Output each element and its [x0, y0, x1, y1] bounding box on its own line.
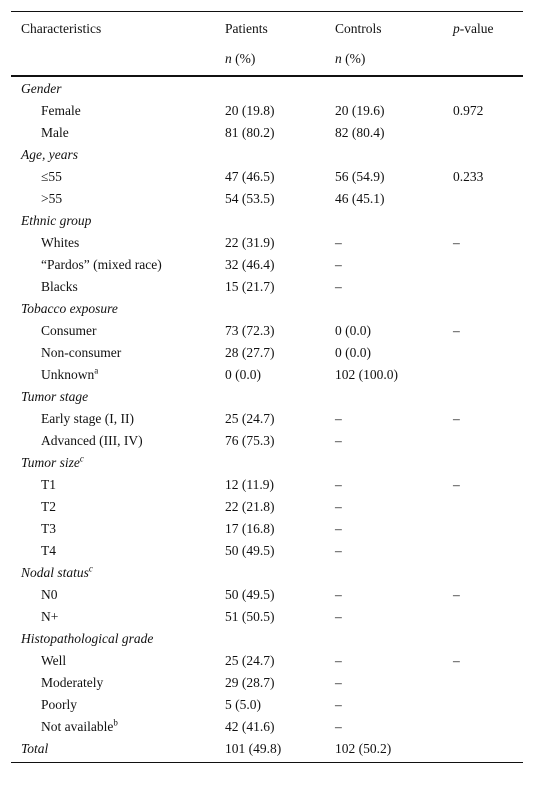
row-label-text: Male: [41, 125, 69, 140]
table-row: [11, 408, 523, 430]
header-patients: Patients: [225, 21, 268, 36]
footnote-mark: c: [88, 563, 93, 574]
row-label-text: Non-consumer: [41, 345, 122, 360]
table-row: [11, 584, 523, 606]
patients-cell: 76 (75.3): [225, 433, 275, 448]
section-title: [21, 298, 118, 320]
row-label: [41, 188, 62, 210]
p-value-cell: –: [453, 411, 460, 426]
row-label-text: Unknown: [41, 367, 95, 382]
patients-cell: 20 (19.8): [225, 103, 275, 118]
row-label: [41, 672, 103, 694]
row-label: [41, 320, 97, 342]
section-title-text: Age, years: [21, 147, 78, 162]
row-label: [41, 650, 66, 672]
table-row: [11, 342, 523, 364]
row-label-text: Well: [41, 653, 67, 668]
controls-cell: –: [335, 675, 342, 690]
controls-cell: 102 (100.0): [335, 367, 398, 382]
section-title-text: Tobacco exposure: [21, 301, 118, 316]
patients-cell: 0 (0.0): [225, 367, 261, 382]
row-label-text: N0: [41, 587, 58, 602]
table-body: [11, 77, 523, 738]
row-label-text: Consumer: [41, 323, 97, 338]
patients-cell: 25 (24.7): [225, 653, 275, 668]
row-label-text: Poorly: [41, 697, 78, 712]
row-label: [41, 430, 143, 452]
controls-cell: 56 (54.9): [335, 169, 385, 184]
header-characteristics: Characteristics: [21, 21, 102, 36]
controls-cell: 0 (0.0): [335, 323, 371, 338]
row-label: [41, 276, 78, 298]
footnote-mark: b: [113, 717, 118, 728]
patients-cell: 81 (80.2): [225, 125, 275, 140]
controls-cell: –: [335, 235, 342, 250]
section-row: [11, 562, 523, 584]
patients-cell: 22 (21.8): [225, 499, 275, 514]
row-label-text: Female: [41, 103, 81, 118]
controls-cell: –: [335, 279, 342, 294]
controls-cell: –: [335, 719, 342, 734]
patients-cell: 25 (24.7): [225, 411, 275, 426]
patients-cell: 32 (46.4): [225, 257, 275, 272]
patients-cell: 29 (28.7): [225, 675, 275, 690]
table-row: [11, 100, 523, 122]
patients-cell: 17 (16.8): [225, 521, 275, 536]
row-label-text: N+: [41, 609, 59, 624]
section-row: [11, 452, 523, 474]
controls-cell: –: [335, 587, 342, 602]
total-patients: 101 (49.8): [225, 741, 282, 756]
row-label-text: ≤55: [41, 169, 62, 184]
row-label: [41, 254, 162, 276]
controls-cell: –: [335, 543, 342, 558]
header-row: [11, 14, 523, 44]
controls-cell: –: [335, 477, 342, 492]
table-row: [11, 650, 523, 672]
row-label: [41, 606, 58, 628]
patients-cell: 54 (53.5): [225, 191, 275, 206]
bottom-rule: [11, 762, 523, 763]
p-value-cell: 0.972: [453, 103, 484, 118]
header-controls-n: [335, 44, 365, 74]
row-label-text: >55: [41, 191, 63, 206]
p-value-cell: –: [453, 587, 460, 602]
controls-cell: 46 (45.1): [335, 191, 385, 206]
table-row: [11, 540, 523, 562]
footnote-mark: a: [94, 365, 99, 376]
row-label: [41, 716, 118, 738]
controls-cell: 20 (19.6): [335, 103, 385, 118]
row-label-text: T1: [41, 477, 56, 492]
controls-cell: –: [335, 521, 342, 536]
controls-cell: –: [335, 499, 342, 514]
header-subrow: [11, 44, 523, 74]
row-label: [41, 694, 77, 716]
header-p-value: [453, 14, 493, 44]
table-row: [11, 606, 523, 628]
p-value-cell: 0.233: [453, 169, 484, 184]
patients-cell: 47 (46.5): [225, 169, 275, 184]
section-title: [21, 78, 62, 100]
patients-cell: 22 (31.9): [225, 235, 275, 250]
section-row: [11, 144, 523, 166]
row-label: [41, 540, 56, 562]
row-label: [41, 496, 56, 518]
controls-cell: –: [335, 609, 342, 624]
patients-cell: 5 (5.0): [225, 697, 261, 712]
footnote-mark: c: [79, 453, 84, 464]
controls-cell: –: [335, 433, 342, 448]
row-label-text: T2: [41, 499, 56, 514]
section-title-text: Tumor stage: [21, 389, 89, 404]
controls-cell: –: [335, 653, 342, 668]
row-label: [41, 122, 69, 144]
section-title: [21, 386, 88, 408]
p-value-cell: –: [453, 477, 460, 492]
header-p-italic: p: [453, 21, 460, 36]
row-label: [41, 166, 62, 188]
section-title-text: Tumor size: [21, 455, 80, 470]
section-row: [11, 628, 523, 650]
row-label: [41, 342, 121, 364]
patients-cell: 50 (49.5): [225, 543, 275, 558]
controls-cell: 0 (0.0): [335, 345, 371, 360]
table-row: [11, 254, 523, 276]
row-label: [41, 100, 81, 122]
row-label: [41, 364, 98, 386]
characteristics-table: [11, 11, 523, 763]
controls-cell: –: [335, 411, 342, 426]
table-row: [11, 166, 523, 188]
row-label-text: Not available: [41, 719, 114, 734]
controls-cell: 82 (80.4): [335, 125, 385, 140]
row-label-text: Blacks: [41, 279, 78, 294]
section-row: [11, 386, 523, 408]
total-row: [11, 738, 523, 760]
section-title-text: Nodal status: [21, 565, 89, 580]
section-title-text: Ethnic group: [21, 213, 92, 228]
p-value-cell: –: [453, 323, 460, 338]
header-n-italic: n: [335, 51, 342, 66]
row-label: [41, 408, 134, 430]
controls-cell: –: [335, 257, 342, 272]
row-label: [41, 518, 56, 540]
table-row: [11, 364, 523, 386]
patients-cell: 51 (50.5): [225, 609, 275, 624]
section-title: [21, 562, 93, 584]
section-row: [11, 210, 523, 232]
row-label: [41, 474, 56, 496]
section-row: [11, 78, 523, 100]
top-rule: [11, 11, 523, 12]
patients-cell: 73 (72.3): [225, 323, 275, 338]
header-controls: Controls: [335, 21, 382, 36]
header-p-suffix: -value: [459, 21, 494, 36]
table-row: [11, 518, 523, 540]
header-n-italic: n: [225, 51, 232, 66]
section-title-text: Gender: [21, 81, 62, 96]
table-row: [11, 276, 523, 298]
table-row: [11, 122, 523, 144]
table-row: [11, 672, 523, 694]
table-row: [11, 232, 523, 254]
table-row: [11, 496, 523, 518]
section-title-text: Histopathological grade: [21, 631, 154, 646]
patients-cell: 28 (27.7): [225, 345, 275, 360]
row-label-text: Moderately: [41, 675, 104, 690]
table-row: [11, 474, 523, 496]
row-label: [41, 232, 79, 254]
row-label-text: Whites: [41, 235, 80, 250]
section-title: [21, 452, 84, 474]
table-row: [11, 716, 523, 738]
row-label-text: Advanced (III, IV): [41, 433, 143, 448]
patients-cell: 42 (41.6): [225, 719, 275, 734]
section-title: [21, 628, 153, 650]
row-label: [41, 584, 58, 606]
row-label-text: T3: [41, 521, 56, 536]
total-label: Total: [21, 741, 49, 756]
row-label-text: T4: [41, 543, 56, 558]
table-row: [11, 430, 523, 452]
table-row: [11, 694, 523, 716]
table-row: [11, 188, 523, 210]
header-pct: (%): [231, 51, 256, 66]
row-label-text: Early stage (I, II): [41, 411, 134, 426]
p-value-cell: –: [453, 653, 460, 668]
table-row: [11, 320, 523, 342]
section-title: [21, 210, 91, 232]
patients-cell: 12 (11.9): [225, 477, 274, 492]
p-value-cell: –: [453, 235, 460, 250]
patients-cell: 50 (49.5): [225, 587, 275, 602]
header-patients-n: [225, 44, 255, 74]
controls-cell: –: [335, 697, 342, 712]
section-row: [11, 298, 523, 320]
row-label-text: “Pardos” (mixed race): [41, 257, 162, 272]
total-controls: 102 (50.2): [335, 741, 392, 756]
header-pct: (%): [341, 51, 366, 66]
patients-cell: 15 (21.7): [225, 279, 275, 294]
section-title: [21, 144, 78, 166]
